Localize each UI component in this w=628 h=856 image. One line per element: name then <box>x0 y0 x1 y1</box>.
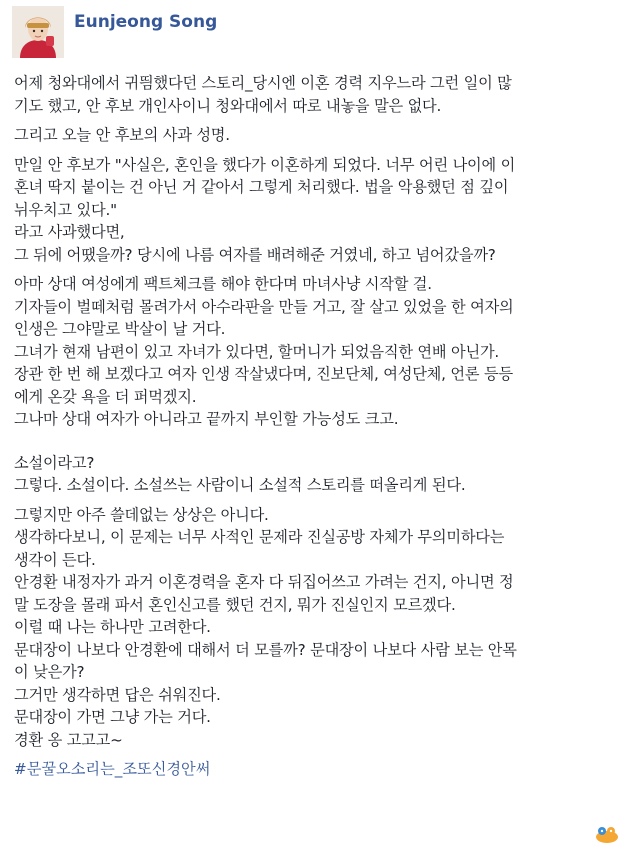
post-body <box>14 72 619 781</box>
post-text-line: 소설이라고? <box>14 453 95 472</box>
post-text-line: 이 낮은가? <box>14 663 85 681</box>
post-text-line: 혼녀 딱지 붙이는 건 아닌 거 같아서 그렇게 처리했다. 법을 악용했던 점 깊이 <box>14 178 509 196</box>
post-text-line: 경환 옹 고고고~ <box>14 730 123 749</box>
post-paragraph <box>14 504 619 752</box>
post-text-line: 어제 청와대에서 귀띔했다던 스토리_당시엔 이혼 경력 지우느라 그런 일이 많 <box>14 74 512 92</box>
post-paragraph <box>14 154 619 267</box>
post-text-line: 안경환 내정자가 과거 이혼경력을 혼자 다 뒤집어쓰고 가려는 건지, 아니면 정 <box>14 573 514 591</box>
post-paragraph <box>14 124 619 147</box>
post-text-line: 기도 했고, 안 후보 개인사이니 청와대에서 따로 내놓을 말은 없다. <box>14 96 442 115</box>
post-text-line: 이럴 때 나는 하나만 고려한다. <box>14 618 211 636</box>
post-text-line: 뉘우치고 있다." <box>14 200 117 219</box>
post-text-line: 생각이 든다. <box>14 550 96 569</box>
profile-photo-icon <box>12 6 64 58</box>
post-text-line: 그렇지만 아주 쓸데없는 상상은 아니다. <box>14 505 269 524</box>
mascot-icon <box>594 824 620 844</box>
hashtag-link[interactable]: #문꿀오소리는_조또신경안써 <box>14 760 211 778</box>
post-text-line: 라고 사과했다면, <box>14 223 125 241</box>
post-text-line: 그거만 생각하면 답은 쉬워진다. <box>14 685 221 704</box>
post-text-line: 기자들이 벌떼처럼 몰려가서 아수라판을 만들 거고, 잘 살고 있었을 한 여자의 <box>14 297 514 316</box>
post-paragraph <box>14 452 619 497</box>
post-text-line: 에게 온갖 욕을 더 퍼먹겠지. <box>14 387 197 406</box>
post-paragraph <box>14 273 619 431</box>
post-text-line: 장관 한 번 해 보겠다고 여자 인생 작살냈다며, 진보단체, 여성단체, 언론 등등 <box>14 365 513 383</box>
post-text-line: 그나마 상대 여자가 아니라고 끝까지 부인할 가능성도 크고. <box>14 410 399 428</box>
post-text-line: 그리고 오늘 안 후보의 사과 성명. <box>14 126 230 144</box>
post-text-line: 문대장이 가면 그냥 가는 거다. <box>14 708 211 726</box>
post-text-line: 인생은 그야말로 박살이 날 거다. <box>14 320 226 338</box>
author-name[interactable]: Eunjeong Song <box>74 12 218 32</box>
paragraph-spacer <box>14 438 619 452</box>
post-text-line: 만일 안 후보가 "사실은, 혼인을 했다가 이혼하게 되었다. 너무 어린 나이에 이 <box>14 155 516 174</box>
post-text-line: 말 도장을 몰래 파서 혼인신고를 했던 건지, 뭐가 진실인지 모르겠다. <box>14 595 456 614</box>
post-text-line: 문대장이 나보다 안경환에 대해서 더 모를까? 문대장이 나보다 사람 보는 안목 <box>14 640 517 659</box>
avatar[interactable] <box>12 6 64 58</box>
post-text-line: 그녀가 현재 남편이 있고 자녀가 있다면, 할머니가 되었음직한 연배 아닌가. <box>14 342 500 361</box>
post-paragraph <box>14 72 619 117</box>
post-text-line: 아마 상대 여성에게 팩트체크를 해야 한다며 마녀사냥 시작할 걸. <box>14 275 432 293</box>
post-text-line: 생각하다보니, 이 문제는 너무 사적인 문제라 진실공방 자체가 무의미하다는 <box>14 528 505 546</box>
post-text-line: 그 뒤에 어땠을까? 당시에 나름 여자를 배려해준 거였네, 하고 넘어갔을까? <box>14 245 496 264</box>
post-text-line: 그렇다. 소설이다. 소설쓰는 사람이니 소설적 스토리를 떠올리게 된다. <box>14 476 466 494</box>
